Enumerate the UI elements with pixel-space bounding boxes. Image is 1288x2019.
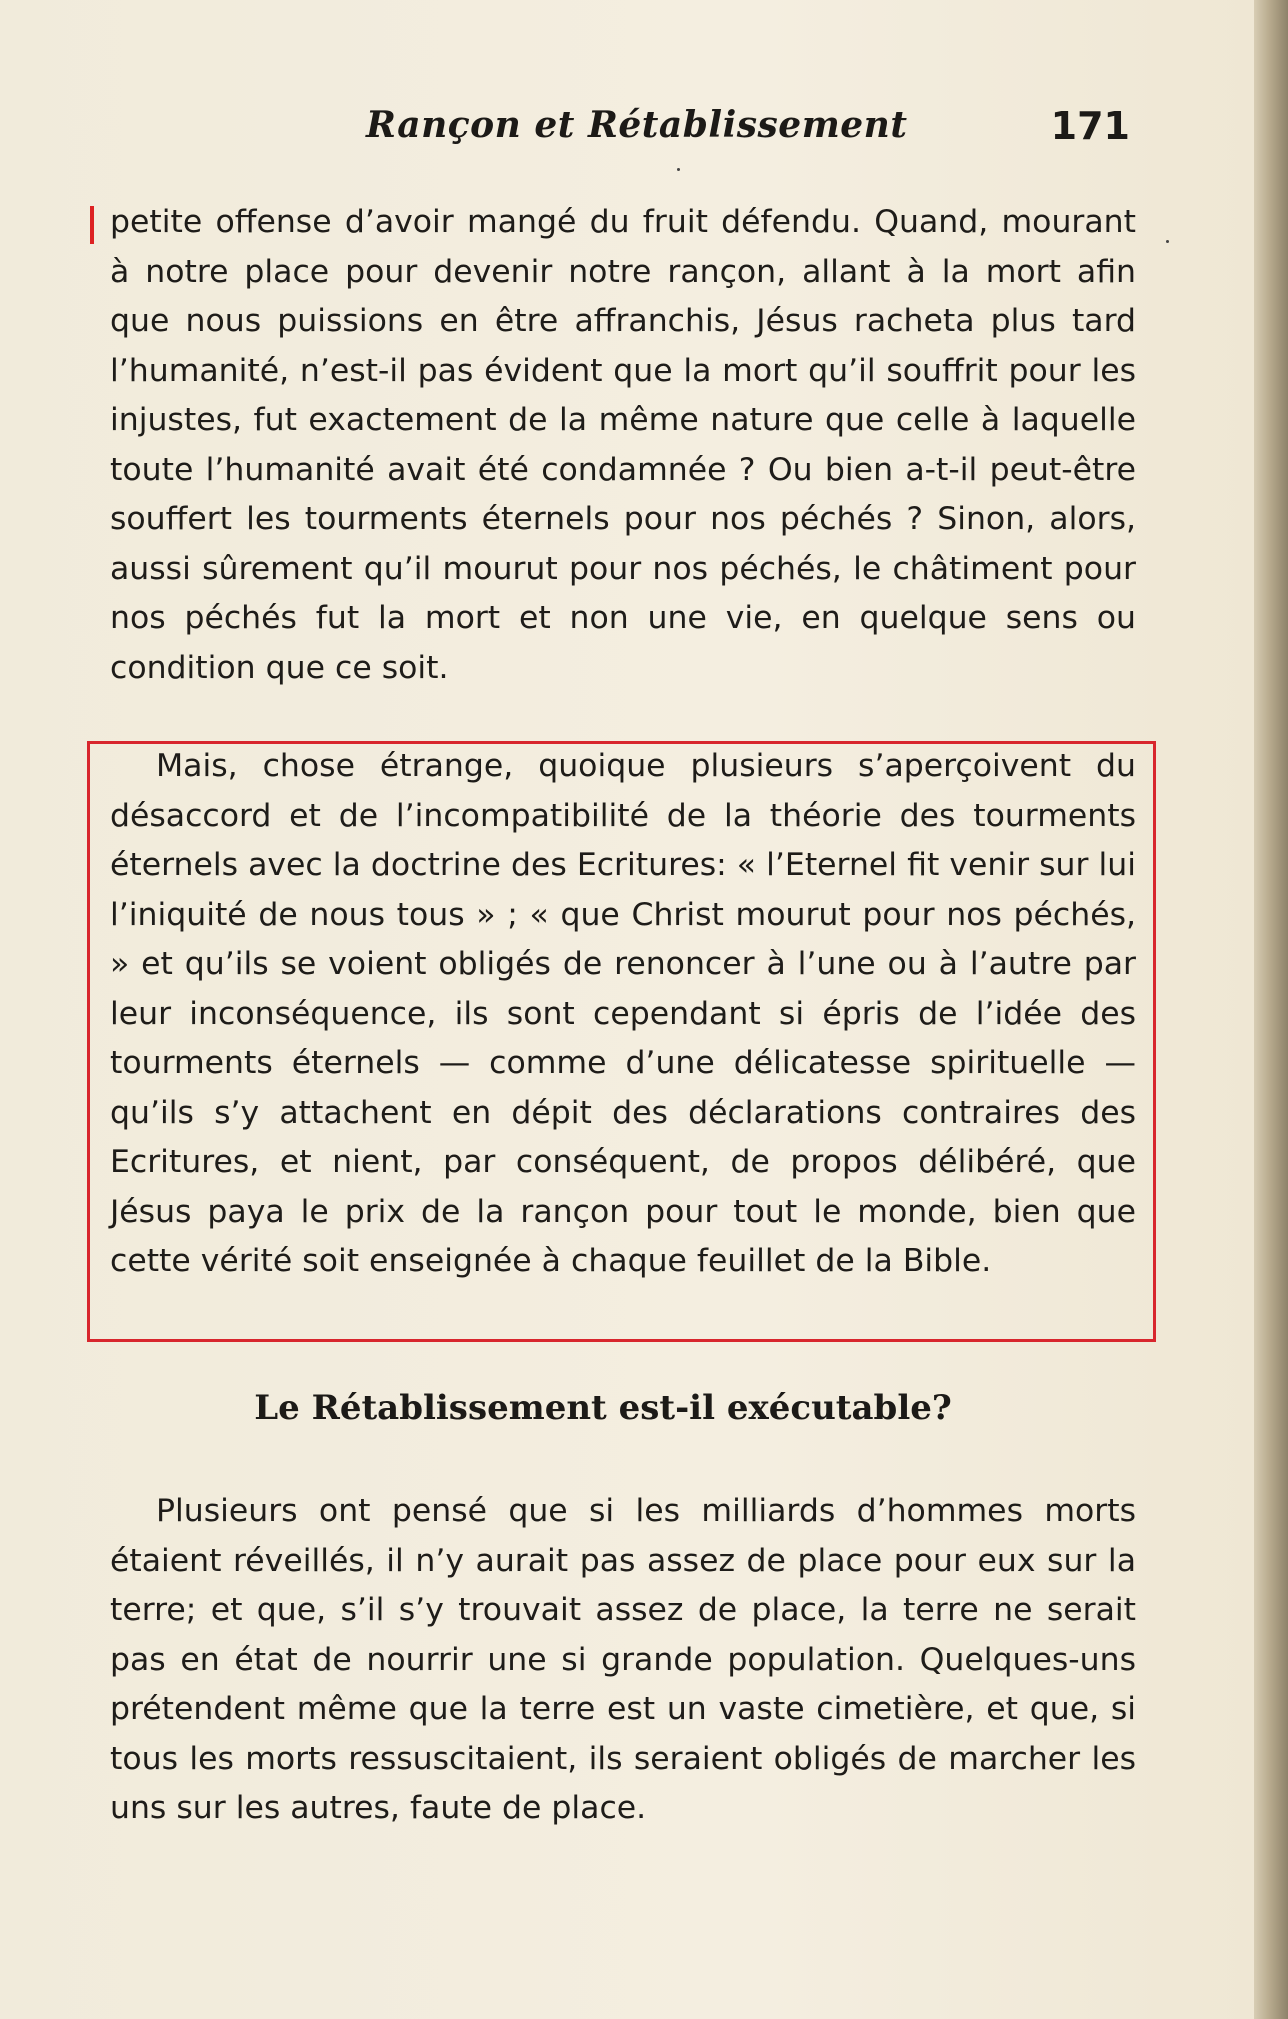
print-speck: [1166, 240, 1169, 243]
page-number: 171: [1050, 104, 1130, 148]
margin-marker: [90, 206, 94, 244]
paragraph-3: Plusieurs ont pensé que si les milliards d’hommes morts étaient réveillés, il n’y aurait pas assez de place pour eux sur la terre; et que, s’il s’y trouvait assez de place, la terre ne serait pas en état de nourrir une si grande population. Quelques-uns prétendent même que la terre est un vaste cimetière, et que, si tous les morts ressuscitaient, ils seraient obligés de marcher les uns sur les autres, faute de place.: [110, 1493, 1136, 1826]
paragraph-1: [110, 198, 1136, 693]
page-header: [110, 104, 1130, 164]
paragraph-2: Mais, chose étrange, quoique plusieurs s’aperçoivent du désaccord et de l’incompatibilité de la théorie des tourments éternels avec la doctrine des Ecritures: « l’Eternel fit venir sur lui l’iniquité de nous tous » ; « que Christ mourut pour nos péchés, » et qu’ils se voient obligés de renoncer à l’une ou à l’autre par leur inconséquence, ils sont cependant si épris de l’idée des tourments éternels — comme d’une délicatesse spirituelle — qu’ils s’y attachent en dépit des déclarations contraires des Ecritures, et nient, par conséquent, de propos délibéré, que Jésus paya le prix de la rançon pour tout le monde, bien que cette vérité soit enseignée à chaque feuillet de la Bible.: [110, 748, 1136, 1279]
page-edge: [1254, 0, 1288, 2019]
section-heading: Le Rétablissement est-il exécutable?: [254, 1388, 952, 1428]
print-speck: [677, 168, 680, 171]
paragraph-1-text: petite offense d’avoir mangé du fruit défendu. Quand, mourant à notre place pour devenir notre rançon, allant à la mort afin que nous puissions en être affranchis, Jésus racheta plus tard l’humanité, n’est-il pas évident que la mort qu’il souffrit pour les injustes, fut exactement de la même nature que celle à laquelle toute l’humanité avait été condamnée ? Ou bien a-t-il peut-être souffert les tourments éternels pour nos péchés ? Sinon, alors, aussi sûrement qu’il mourut pour nos péchés, le châtiment pour nos péchés fut la mort et non une vie, en quelque sens ou condition que ce soit.: [110, 204, 1136, 686]
running-title: Rançon et Rétablissement: [366, 104, 908, 146]
